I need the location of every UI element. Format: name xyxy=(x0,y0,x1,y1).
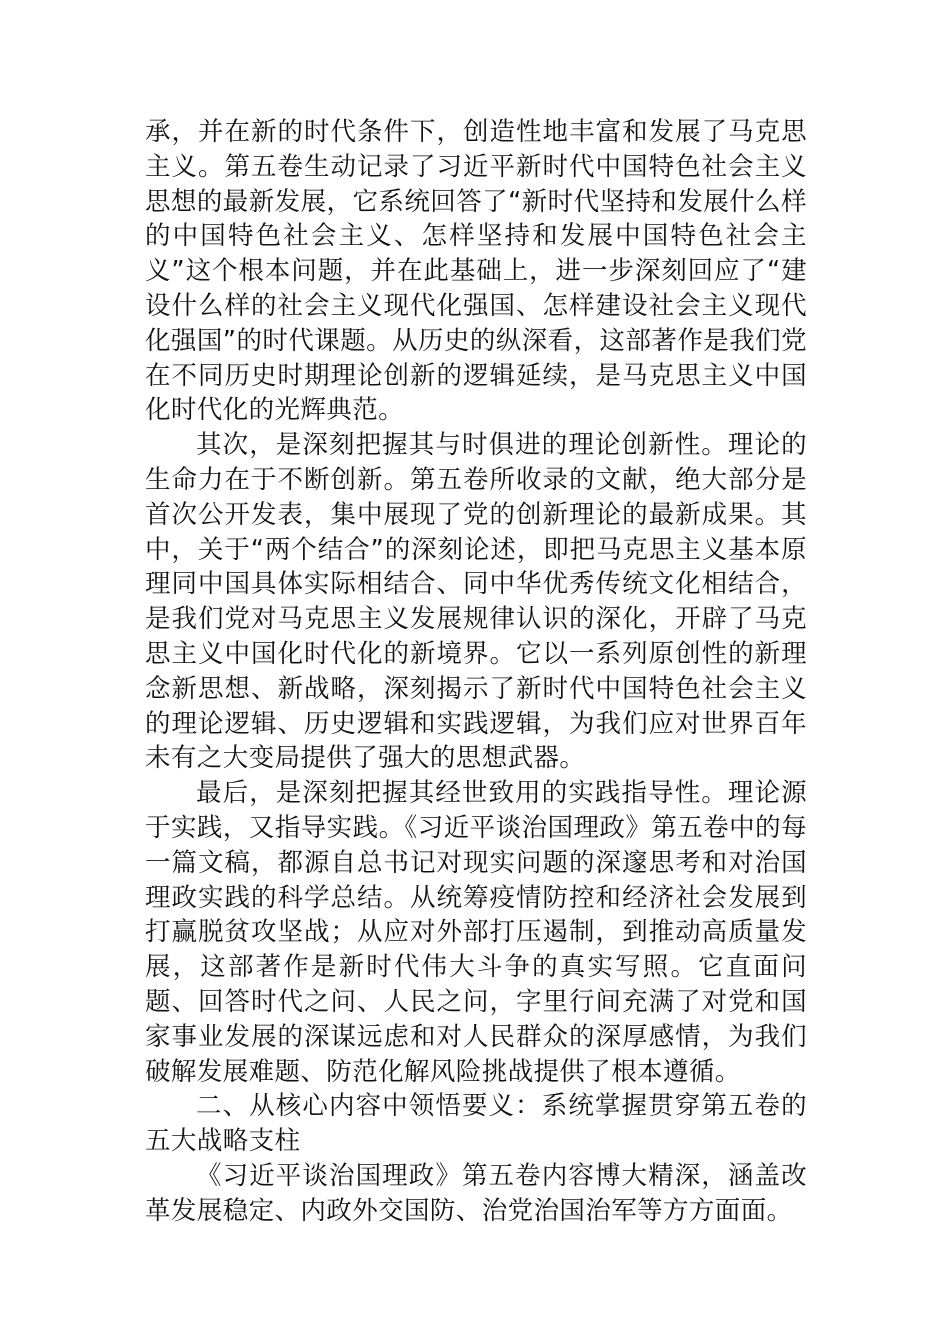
paragraph-innovation: 其次，是深刻把握其与时俱进的理论创新性。理论的生命力在于不断创新。第五卷所收录的文献，绝大部分是首次公开发表，集中展现了党的创新理论的最新成果。其中，关于“两个结合”的深刻论述，即把马克思主义基本原理同中国具体实际相结合、同中华优秀传统文化相结合，是我们党对马克思主义发展规律认识的深化，开辟了马克思主义中国化时代化的新境界。它以一系列原创性的新理念新思想、新战略，深刻揭示了新时代中国特色社会主义的理论逻辑、历史逻辑和实践逻辑，为我们应对世界百年未有之大变局提供了强大的思想武器。 xyxy=(145,430,807,774)
paragraph-core-content: 《习近平谈治国理政》第五卷内容博大精深，涵盖改革发展稳定、内政外交国防、治党治国治军等方方面面。 xyxy=(145,1160,807,1226)
document-page xyxy=(145,115,807,1229)
paragraph-practice: 最后，是深刻把握其经世致用的实践指导性。理论源于实践，又指导实践。《习近平谈治国理政》第五卷中的每一篇文稿，都源自总书记对现实问题的深邃思考和对治国理政实践的科学总结。从统筹疫情防控和经济社会发展到打赢脱贫攻坚战；从应对外部打压遏制，到推动高质量发展，这部著作是新时代伟大斗争的真实写照。它直面问题、回答时代之问、人民之问，字里行间充满了对党和国家事业发展的深谋远虑和对人民群众的深厚感情，为我们破解发展难题、防范化解风险挑战提供了根本遵循。 xyxy=(145,778,807,1087)
paragraph-continuation: 承，并在新的时代条件下，创造性地丰富和发展了马克思主义。第五卷生动记录了习近平新时代中国特色社会主义思想的最新发展，它系统回答了“新时代坚持和发展什么样的中国特色社会主义、怎样坚持和发展中国特色社会主义”这个根本问题，并在此基础上，进一步深刻回应了“建设什么样的社会主义现代化强国、怎样建设社会主义现代化强国”的时代课题。从历史的纵深看，这部著作是我们党在不同历史时期理论创新的逻辑延续，是马克思主义中国化时代化的光辉典范。 xyxy=(145,117,807,426)
section-heading-two: 二、从核心内容中领悟要义：系统掌握贯穿第五卷的五大战略支柱 xyxy=(145,1091,807,1157)
